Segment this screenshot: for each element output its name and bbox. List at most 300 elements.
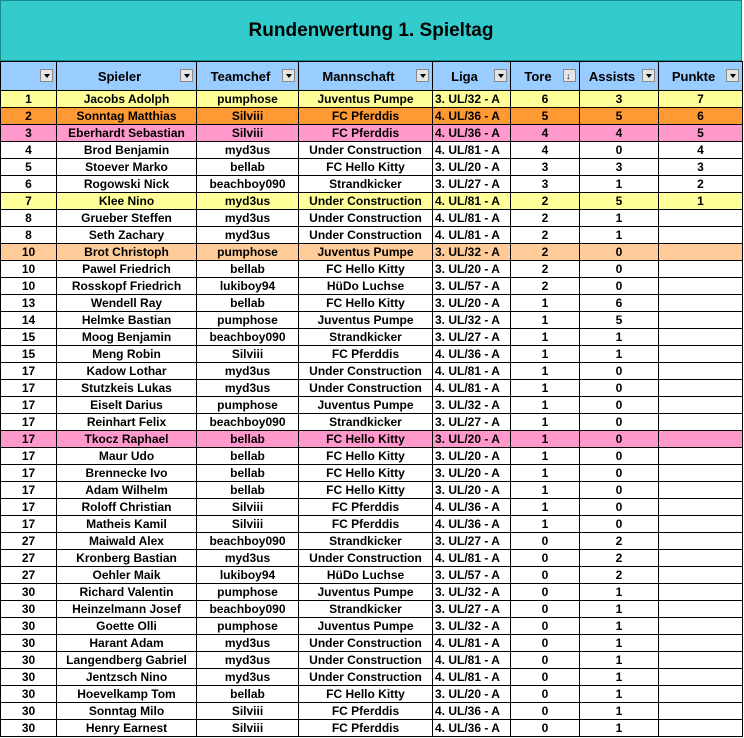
cell-spieler[interactable]: Adam Wilhelm [57, 482, 197, 499]
cell-mannschaft[interactable]: HüDo Luchse [299, 278, 433, 295]
cell-spieler[interactable]: Eberhardt Sebastian [57, 125, 197, 142]
cell-teamchef[interactable]: beachboy090 [197, 176, 299, 193]
cell-liga[interactable]: 3. UL/20 - A [433, 482, 511, 499]
cell-assists[interactable]: 4 [580, 125, 659, 142]
cell-liga[interactable]: 4. UL/81 - A [433, 193, 511, 210]
cell-rank[interactable]: 15 [1, 346, 57, 363]
cell-assists[interactable]: 5 [580, 108, 659, 125]
cell-teamchef[interactable]: lukiboy94 [197, 567, 299, 584]
cell-tore[interactable]: 0 [511, 703, 580, 720]
cell-mannschaft[interactable]: Under Construction [299, 669, 433, 686]
cell-tore[interactable]: 1 [511, 431, 580, 448]
cell-rank[interactable]: 14 [1, 312, 57, 329]
cell-rank[interactable]: 27 [1, 550, 57, 567]
cell-mannschaft[interactable]: FC Pferddis [299, 720, 433, 737]
cell-rank[interactable]: 30 [1, 669, 57, 686]
cell-rank[interactable]: 3 [1, 125, 57, 142]
cell-mannschaft[interactable]: Under Construction [299, 380, 433, 397]
cell-teamchef[interactable]: myd3us [197, 210, 299, 227]
filter-dropdown-icon[interactable] [416, 69, 429, 82]
cell-rank[interactable]: 10 [1, 261, 57, 278]
cell-tore[interactable]: 1 [511, 414, 580, 431]
cell-assists[interactable]: 6 [580, 295, 659, 312]
cell-mannschaft[interactable]: FC Hello Kitty [299, 159, 433, 176]
cell-spieler[interactable]: Sonntag Milo [57, 703, 197, 720]
cell-liga[interactable]: 4. UL/81 - A [433, 227, 511, 244]
cell-mannschaft[interactable]: FC Hello Kitty [299, 686, 433, 703]
cell-rank[interactable]: 17 [1, 414, 57, 431]
cell-teamchef[interactable]: Silviii [197, 125, 299, 142]
filter-dropdown-icon[interactable] [180, 69, 193, 82]
cell-rank[interactable]: 15 [1, 329, 57, 346]
filter-dropdown-icon[interactable] [282, 69, 295, 82]
cell-teamchef[interactable]: myd3us [197, 635, 299, 652]
cell-rank[interactable]: 17 [1, 380, 57, 397]
cell-mannschaft[interactable]: Juventus Pumpe [299, 312, 433, 329]
cell-teamchef[interactable]: pumphose [197, 618, 299, 635]
cell-liga[interactable]: 3. UL/32 - A [433, 584, 511, 601]
cell-punkte[interactable] [659, 533, 743, 550]
cell-assists[interactable]: 0 [580, 397, 659, 414]
cell-liga[interactable]: 4. UL/81 - A [433, 635, 511, 652]
cell-assists[interactable]: 1 [580, 346, 659, 363]
cell-teamchef[interactable]: beachboy090 [197, 601, 299, 618]
cell-spieler[interactable]: Matheis Kamil [57, 516, 197, 533]
cell-punkte[interactable] [659, 482, 743, 499]
cell-teamchef[interactable]: myd3us [197, 550, 299, 567]
cell-tore[interactable]: 1 [511, 482, 580, 499]
cell-assists[interactable]: 1 [580, 652, 659, 669]
cell-mannschaft[interactable]: FC Pferddis [299, 703, 433, 720]
cell-spieler[interactable]: Stutzkeis Lukas [57, 380, 197, 397]
cell-liga[interactable]: 4. UL/81 - A [433, 550, 511, 567]
cell-mannschaft[interactable]: FC Pferddis [299, 499, 433, 516]
cell-assists[interactable]: 1 [580, 329, 659, 346]
cell-assists[interactable]: 0 [580, 244, 659, 261]
cell-teamchef[interactable]: Silviii [197, 516, 299, 533]
cell-tore[interactable]: 1 [511, 363, 580, 380]
cell-spieler[interactable]: Wendell Ray [57, 295, 197, 312]
cell-punkte[interactable]: 2 [659, 176, 743, 193]
cell-assists[interactable]: 0 [580, 380, 659, 397]
cell-liga[interactable]: 3. UL/57 - A [433, 567, 511, 584]
cell-assists[interactable]: 2 [580, 550, 659, 567]
cell-assists[interactable]: 0 [580, 142, 659, 159]
cell-teamchef[interactable]: myd3us [197, 193, 299, 210]
cell-rank[interactable]: 27 [1, 567, 57, 584]
filter-dropdown-icon[interactable] [40, 69, 53, 82]
cell-punkte[interactable] [659, 210, 743, 227]
cell-rank[interactable]: 17 [1, 448, 57, 465]
cell-rank[interactable]: 30 [1, 720, 57, 737]
cell-tore[interactable]: 1 [511, 397, 580, 414]
cell-assists[interactable]: 1 [580, 584, 659, 601]
cell-assists[interactable]: 1 [580, 686, 659, 703]
cell-liga[interactable]: 4. UL/81 - A [433, 363, 511, 380]
cell-rank[interactable]: 17 [1, 499, 57, 516]
cell-assists[interactable]: 1 [580, 720, 659, 737]
cell-punkte[interactable] [659, 414, 743, 431]
cell-liga[interactable]: 4. UL/81 - A [433, 210, 511, 227]
cell-teamchef[interactable]: bellab [197, 159, 299, 176]
cell-punkte[interactable] [659, 618, 743, 635]
cell-teamchef[interactable]: Silviii [197, 499, 299, 516]
cell-mannschaft[interactable]: Juventus Pumpe [299, 397, 433, 414]
cell-spieler[interactable]: Brennecke Ivo [57, 465, 197, 482]
cell-teamchef[interactable]: myd3us [197, 142, 299, 159]
cell-teamchef[interactable]: bellab [197, 261, 299, 278]
cell-liga[interactable]: 3. UL/32 - A [433, 244, 511, 261]
cell-tore[interactable]: 1 [511, 499, 580, 516]
cell-punkte[interactable] [659, 499, 743, 516]
cell-spieler[interactable]: Goette Olli [57, 618, 197, 635]
cell-punkte[interactable]: 3 [659, 159, 743, 176]
cell-liga[interactable]: 4. UL/36 - A [433, 499, 511, 516]
cell-mannschaft[interactable]: Juventus Pumpe [299, 244, 433, 261]
cell-liga[interactable]: 3. UL/20 - A [433, 431, 511, 448]
cell-spieler[interactable]: Brod Benjamin [57, 142, 197, 159]
cell-teamchef[interactable]: myd3us [197, 380, 299, 397]
cell-liga[interactable]: 4. UL/81 - A [433, 669, 511, 686]
cell-teamchef[interactable]: myd3us [197, 669, 299, 686]
cell-punkte[interactable]: 6 [659, 108, 743, 125]
filter-dropdown-icon[interactable] [494, 69, 507, 82]
cell-liga[interactable]: 3. UL/57 - A [433, 278, 511, 295]
cell-assists[interactable]: 5 [580, 193, 659, 210]
cell-tore[interactable]: 1 [511, 380, 580, 397]
cell-teamchef[interactable]: bellab [197, 448, 299, 465]
cell-punkte[interactable] [659, 669, 743, 686]
cell-tore[interactable]: 0 [511, 669, 580, 686]
cell-liga[interactable]: 3. UL/20 - A [433, 159, 511, 176]
cell-teamchef[interactable]: bellab [197, 431, 299, 448]
cell-rank[interactable]: 8 [1, 210, 57, 227]
cell-tore[interactable]: 5 [511, 108, 580, 125]
cell-spieler[interactable]: Grueber Steffen [57, 210, 197, 227]
cell-assists[interactable]: 1 [580, 703, 659, 720]
cell-punkte[interactable]: 7 [659, 91, 743, 108]
cell-punkte[interactable] [659, 431, 743, 448]
cell-rank[interactable]: 2 [1, 108, 57, 125]
cell-assists[interactable]: 0 [580, 482, 659, 499]
cell-rank[interactable]: 30 [1, 635, 57, 652]
cell-liga[interactable]: 4. UL/36 - A [433, 720, 511, 737]
cell-tore[interactable]: 0 [511, 720, 580, 737]
cell-assists[interactable]: 1 [580, 618, 659, 635]
cell-teamchef[interactable]: Silviii [197, 108, 299, 125]
cell-assists[interactable]: 1 [580, 176, 659, 193]
cell-punkte[interactable] [659, 329, 743, 346]
cell-rank[interactable]: 30 [1, 652, 57, 669]
cell-rank[interactable]: 17 [1, 397, 57, 414]
cell-teamchef[interactable]: beachboy090 [197, 329, 299, 346]
cell-liga[interactable]: 4. UL/36 - A [433, 703, 511, 720]
cell-spieler[interactable]: Heinzelmann Josef [57, 601, 197, 618]
cell-mannschaft[interactable]: Strandkicker [299, 414, 433, 431]
cell-assists[interactable]: 1 [580, 210, 659, 227]
cell-spieler[interactable]: Kadow Lothar [57, 363, 197, 380]
cell-spieler[interactable]: Rosskopf Friedrich [57, 278, 197, 295]
cell-liga[interactable]: 4. UL/81 - A [433, 142, 511, 159]
cell-punkte[interactable] [659, 652, 743, 669]
cell-spieler[interactable]: Meng Robin [57, 346, 197, 363]
cell-tore[interactable]: 0 [511, 652, 580, 669]
cell-teamchef[interactable]: myd3us [197, 363, 299, 380]
cell-tore[interactable]: 3 [511, 176, 580, 193]
cell-assists[interactable]: 0 [580, 516, 659, 533]
cell-rank[interactable]: 6 [1, 176, 57, 193]
cell-assists[interactable]: 1 [580, 635, 659, 652]
cell-tore[interactable]: 0 [511, 550, 580, 567]
cell-punkte[interactable] [659, 465, 743, 482]
cell-spieler[interactable]: Seth Zachary [57, 227, 197, 244]
cell-assists[interactable]: 0 [580, 261, 659, 278]
cell-teamchef[interactable]: beachboy090 [197, 414, 299, 431]
cell-spieler[interactable]: Hoevelkamp Tom [57, 686, 197, 703]
cell-teamchef[interactable]: lukiboy94 [197, 278, 299, 295]
cell-spieler[interactable]: Jacobs Adolph [57, 91, 197, 108]
cell-mannschaft[interactable]: FC Hello Kitty [299, 482, 433, 499]
cell-punkte[interactable] [659, 346, 743, 363]
cell-tore[interactable]: 0 [511, 686, 580, 703]
cell-spieler[interactable]: Roloff Christian [57, 499, 197, 516]
cell-tore[interactable]: 4 [511, 142, 580, 159]
cell-assists[interactable]: 3 [580, 91, 659, 108]
cell-rank[interactable]: 10 [1, 278, 57, 295]
cell-spieler[interactable]: Reinhart Felix [57, 414, 197, 431]
cell-mannschaft[interactable]: FC Hello Kitty [299, 448, 433, 465]
cell-rank[interactable]: 30 [1, 703, 57, 720]
cell-teamchef[interactable]: bellab [197, 465, 299, 482]
cell-tore[interactable]: 3 [511, 159, 580, 176]
cell-liga[interactable]: 3. UL/27 - A [433, 414, 511, 431]
cell-mannschaft[interactable]: FC Pferddis [299, 125, 433, 142]
cell-tore[interactable]: 1 [511, 312, 580, 329]
cell-mannschaft[interactable]: Strandkicker [299, 601, 433, 618]
cell-assists[interactable]: 1 [580, 601, 659, 618]
cell-teamchef[interactable]: myd3us [197, 227, 299, 244]
cell-tore[interactable]: 0 [511, 635, 580, 652]
cell-punkte[interactable] [659, 397, 743, 414]
cell-liga[interactable]: 4. UL/36 - A [433, 108, 511, 125]
cell-punkte[interactable] [659, 261, 743, 278]
cell-spieler[interactable]: Kronberg Bastian [57, 550, 197, 567]
cell-liga[interactable]: 3. UL/20 - A [433, 261, 511, 278]
cell-teamchef[interactable]: bellab [197, 686, 299, 703]
cell-mannschaft[interactable]: Strandkicker [299, 176, 433, 193]
cell-punkte[interactable] [659, 295, 743, 312]
cell-teamchef[interactable]: Silviii [197, 346, 299, 363]
cell-punkte[interactable] [659, 516, 743, 533]
cell-rank[interactable]: 10 [1, 244, 57, 261]
cell-mannschaft[interactable]: FC Pferddis [299, 346, 433, 363]
cell-punkte[interactable] [659, 703, 743, 720]
cell-assists[interactable]: 1 [580, 669, 659, 686]
cell-punkte[interactable] [659, 278, 743, 295]
cell-tore[interactable]: 1 [511, 346, 580, 363]
cell-spieler[interactable]: Maiwald Alex [57, 533, 197, 550]
cell-liga[interactable]: 3. UL/32 - A [433, 397, 511, 414]
cell-assists[interactable]: 0 [580, 499, 659, 516]
cell-rank[interactable]: 30 [1, 686, 57, 703]
cell-mannschaft[interactable]: Under Construction [299, 210, 433, 227]
cell-spieler[interactable]: Langendberg Gabriel [57, 652, 197, 669]
cell-mannschaft[interactable]: Juventus Pumpe [299, 584, 433, 601]
cell-punkte[interactable] [659, 567, 743, 584]
cell-teamchef[interactable]: Silviii [197, 703, 299, 720]
cell-punkte[interactable] [659, 601, 743, 618]
cell-assists[interactable]: 0 [580, 465, 659, 482]
cell-mannschaft[interactable]: Strandkicker [299, 533, 433, 550]
cell-teamchef[interactable]: myd3us [197, 652, 299, 669]
cell-liga[interactable]: 3. UL/20 - A [433, 465, 511, 482]
cell-spieler[interactable]: Tkocz Raphael [57, 431, 197, 448]
cell-mannschaft[interactable]: FC Pferddis [299, 516, 433, 533]
cell-spieler[interactable]: Rogowski Nick [57, 176, 197, 193]
cell-punkte[interactable] [659, 227, 743, 244]
cell-liga[interactable]: 3. UL/27 - A [433, 601, 511, 618]
cell-punkte[interactable]: 5 [659, 125, 743, 142]
cell-tore[interactable]: 0 [511, 601, 580, 618]
cell-tore[interactable]: 2 [511, 227, 580, 244]
cell-rank[interactable]: 1 [1, 91, 57, 108]
cell-spieler[interactable]: Richard Valentin [57, 584, 197, 601]
cell-punkte[interactable]: 1 [659, 193, 743, 210]
cell-tore[interactable]: 1 [511, 295, 580, 312]
sort-descending-icon[interactable] [563, 69, 576, 82]
cell-tore[interactable]: 0 [511, 567, 580, 584]
cell-mannschaft[interactable]: Under Construction [299, 227, 433, 244]
cell-assists[interactable]: 0 [580, 431, 659, 448]
cell-mannschaft[interactable]: FC Pferddis [299, 108, 433, 125]
cell-liga[interactable]: 4. UL/36 - A [433, 346, 511, 363]
cell-liga[interactable]: 3. UL/32 - A [433, 618, 511, 635]
cell-punkte[interactable] [659, 244, 743, 261]
cell-tore[interactable]: 1 [511, 329, 580, 346]
cell-rank[interactable]: 17 [1, 363, 57, 380]
cell-spieler[interactable]: Helmke Bastian [57, 312, 197, 329]
cell-rank[interactable]: 17 [1, 465, 57, 482]
cell-liga[interactable]: 4. UL/36 - A [433, 125, 511, 142]
cell-rank[interactable]: 13 [1, 295, 57, 312]
cell-teamchef[interactable]: bellab [197, 482, 299, 499]
cell-spieler[interactable]: Sonntag Matthias [57, 108, 197, 125]
cell-tore[interactable]: 2 [511, 244, 580, 261]
cell-mannschaft[interactable]: FC Hello Kitty [299, 261, 433, 278]
filter-dropdown-icon[interactable] [642, 69, 655, 82]
cell-teamchef[interactable]: pumphose [197, 397, 299, 414]
cell-spieler[interactable]: Stoever Marko [57, 159, 197, 176]
cell-tore[interactable]: 6 [511, 91, 580, 108]
cell-assists[interactable]: 3 [580, 159, 659, 176]
cell-assists[interactable]: 2 [580, 567, 659, 584]
cell-spieler[interactable]: Oehler Maik [57, 567, 197, 584]
cell-rank[interactable]: 30 [1, 618, 57, 635]
cell-punkte[interactable] [659, 635, 743, 652]
cell-rank[interactable]: 17 [1, 516, 57, 533]
cell-mannschaft[interactable]: Under Construction [299, 363, 433, 380]
cell-spieler[interactable]: Jentzsch Nino [57, 669, 197, 686]
cell-liga[interactable]: 4. UL/81 - A [433, 652, 511, 669]
cell-mannschaft[interactable]: Juventus Pumpe [299, 91, 433, 108]
cell-tore[interactable]: 2 [511, 261, 580, 278]
cell-spieler[interactable]: Eiselt Darius [57, 397, 197, 414]
cell-teamchef[interactable]: pumphose [197, 244, 299, 261]
cell-tore[interactable]: 1 [511, 516, 580, 533]
cell-rank[interactable]: 17 [1, 431, 57, 448]
cell-punkte[interactable] [659, 312, 743, 329]
cell-liga[interactable]: 3. UL/20 - A [433, 686, 511, 703]
cell-liga[interactable]: 3. UL/27 - A [433, 533, 511, 550]
cell-mannschaft[interactable]: Under Construction [299, 142, 433, 159]
cell-spieler[interactable]: Harant Adam [57, 635, 197, 652]
cell-mannschaft[interactable]: FC Hello Kitty [299, 465, 433, 482]
cell-mannschaft[interactable]: Under Construction [299, 193, 433, 210]
cell-assists[interactable]: 5 [580, 312, 659, 329]
cell-tore[interactable]: 1 [511, 465, 580, 482]
cell-punkte[interactable] [659, 363, 743, 380]
cell-liga[interactable]: 3. UL/20 - A [433, 448, 511, 465]
cell-teamchef[interactable]: pumphose [197, 91, 299, 108]
cell-punkte[interactable] [659, 550, 743, 567]
cell-assists[interactable]: 2 [580, 533, 659, 550]
cell-rank[interactable]: 27 [1, 533, 57, 550]
cell-spieler[interactable]: Klee Nino [57, 193, 197, 210]
cell-mannschaft[interactable]: Under Construction [299, 550, 433, 567]
cell-assists[interactable]: 0 [580, 414, 659, 431]
cell-rank[interactable]: 8 [1, 227, 57, 244]
cell-punkte[interactable]: 4 [659, 142, 743, 159]
cell-rank[interactable]: 30 [1, 601, 57, 618]
cell-liga[interactable]: 4. UL/36 - A [433, 516, 511, 533]
cell-tore[interactable]: 0 [511, 584, 580, 601]
cell-spieler[interactable]: Brot Christoph [57, 244, 197, 261]
cell-liga[interactable]: 3. UL/27 - A [433, 329, 511, 346]
cell-tore[interactable]: 0 [511, 618, 580, 635]
cell-mannschaft[interactable]: Juventus Pumpe [299, 618, 433, 635]
cell-mannschaft[interactable]: Strandkicker [299, 329, 433, 346]
cell-mannschaft[interactable]: HüDo Luchse [299, 567, 433, 584]
cell-rank[interactable]: 7 [1, 193, 57, 210]
cell-rank[interactable]: 30 [1, 584, 57, 601]
cell-rank[interactable]: 4 [1, 142, 57, 159]
cell-liga[interactable]: 3. UL/32 - A [433, 91, 511, 108]
cell-assists[interactable]: 0 [580, 448, 659, 465]
cell-teamchef[interactable]: Silviii [197, 720, 299, 737]
cell-mannschaft[interactable]: FC Hello Kitty [299, 295, 433, 312]
cell-spieler[interactable]: Henry Earnest [57, 720, 197, 737]
cell-punkte[interactable] [659, 720, 743, 737]
cell-punkte[interactable] [659, 380, 743, 397]
cell-punkte[interactable] [659, 584, 743, 601]
cell-mannschaft[interactable]: Under Construction [299, 652, 433, 669]
cell-tore[interactable]: 4 [511, 125, 580, 142]
cell-rank[interactable]: 17 [1, 482, 57, 499]
cell-assists[interactable]: 0 [580, 278, 659, 295]
cell-liga[interactable]: 4. UL/81 - A [433, 380, 511, 397]
cell-teamchef[interactable]: beachboy090 [197, 533, 299, 550]
cell-spieler[interactable]: Moog Benjamin [57, 329, 197, 346]
cell-tore[interactable]: 2 [511, 193, 580, 210]
cell-teamchef[interactable]: pumphose [197, 584, 299, 601]
cell-teamchef[interactable]: pumphose [197, 312, 299, 329]
cell-liga[interactable]: 3. UL/20 - A [433, 295, 511, 312]
cell-teamchef[interactable]: bellab [197, 295, 299, 312]
cell-tore[interactable]: 0 [511, 533, 580, 550]
cell-liga[interactable]: 3. UL/32 - A [433, 312, 511, 329]
cell-punkte[interactable] [659, 448, 743, 465]
cell-assists[interactable]: 1 [580, 227, 659, 244]
